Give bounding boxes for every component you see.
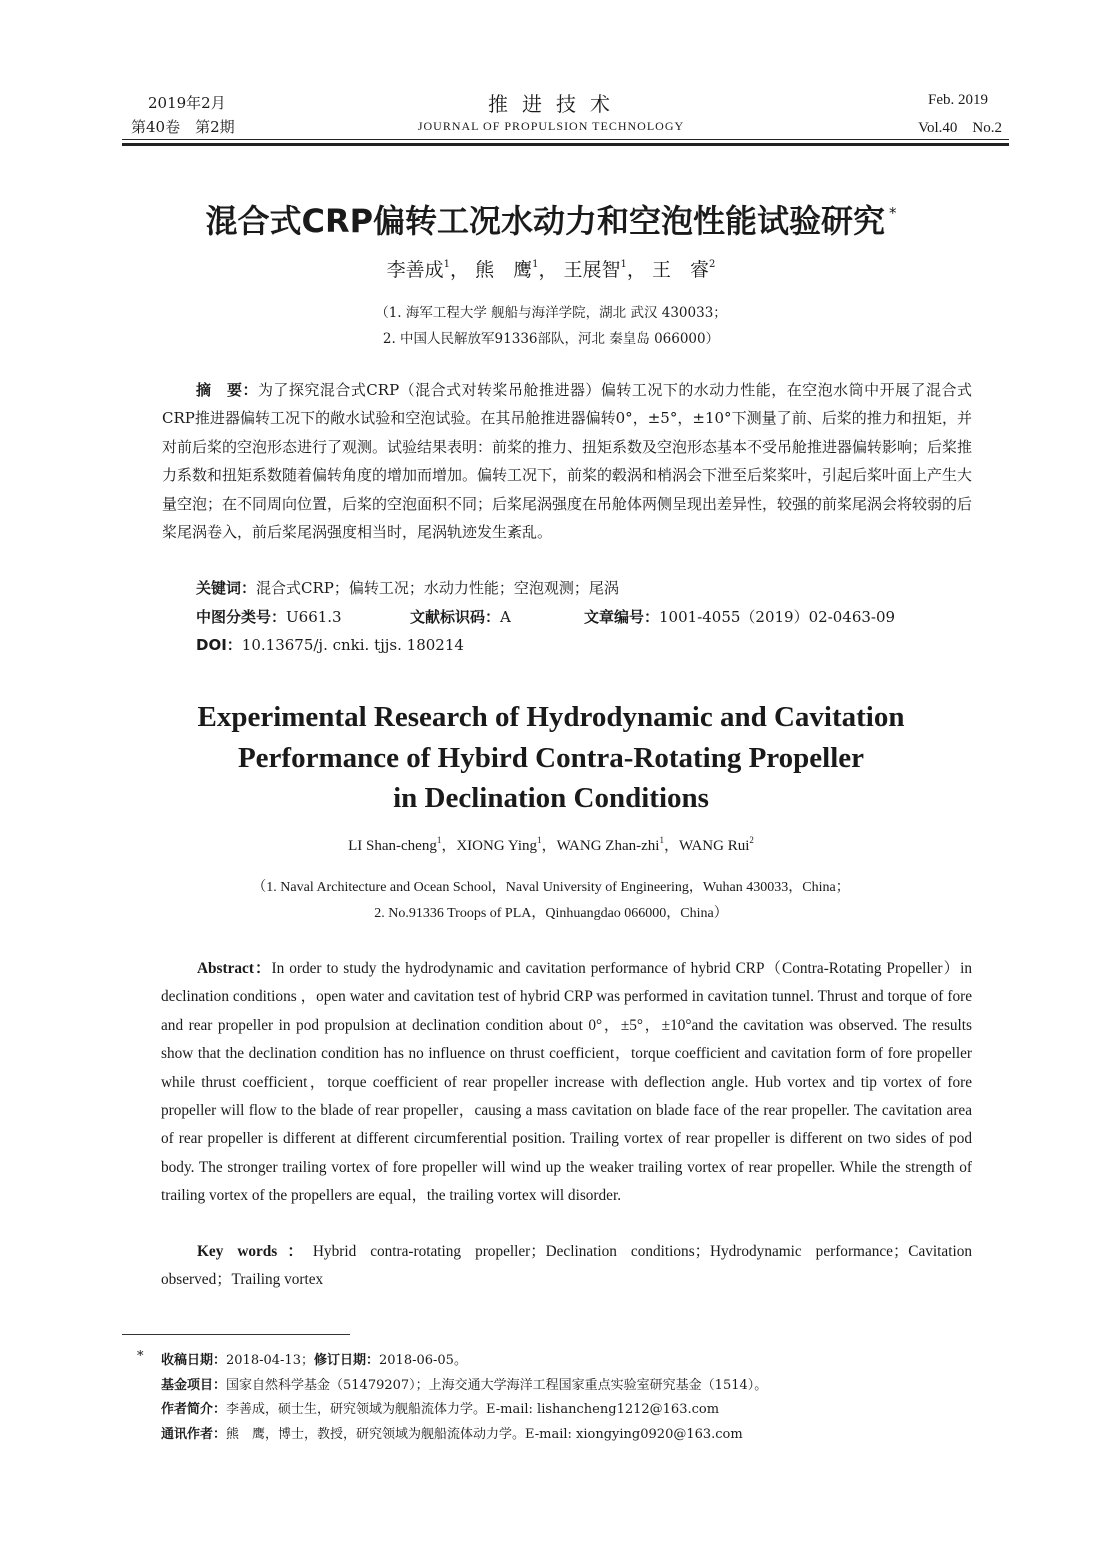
author-sep: ， <box>450 259 470 281</box>
classification-row <box>196 606 956 627</box>
journal-name-en: JOURNAL OF PROPULSION TECHNOLOGY <box>417 119 685 133</box>
title-footnote-mark: * <box>889 204 897 222</box>
corresponding-text: 熊 鹰，博士，教授，研究领域为舰船流体动力学。E-mail: xiongying0920@163.com <box>226 1427 743 1442</box>
article-no-value: 1001-4055（2019）02-0463-09 <box>659 608 896 626</box>
affiliation-cn-1: （1. 海军工程大学 舰船与海洋学院，湖北 武汉 430033； <box>375 305 727 321</box>
clc-value: U661.3 <box>286 608 342 626</box>
header-date-en: Feb. 2019 <box>928 92 988 108</box>
keywords-cn <box>196 577 619 598</box>
title-line-en: in Declination Conditions <box>393 782 709 814</box>
author-name: 熊 鹰 <box>475 259 533 281</box>
clc-label: 中图分类号： <box>196 608 287 626</box>
article-no-label: 文章编号： <box>584 608 660 626</box>
abstract-text-en: In order to study the hydrodynamic and cavitation performance of hybrid CRP（Contra-Rotating Propeller）in declination conditions ，open water and cavitation test of hybrid CRP was performed in cavitation tunnel. Thrust and torque of fore and rear propeller in pod propulsion at declination condition about 0°，±5°，±10°and the cavitation was observed. The results show that the declination condition has no influence on thrust coefficient，torque coefficient and cavitation form of fore propeller while thrust coefficient，torque coefficient of rear propeller increase with deflection angle. Hub vortex and tip vortex of fore propeller will flow to the blade of rear propeller，causing a mass cavitation on blade face of the rear propeller. The cavitation area of rear propeller is different at different circumferential position. Trailing vortex of rear propeller is different on two sides of pod body. The stronger trailing vortex of fore propeller will wind up the weaker trailing vortex of rear propeller. While the strength of trailing vortex of the propellers are equal，the trailing vortex will disorder. <box>161 960 972 1205</box>
author-sep: ， <box>541 838 557 854</box>
footnote-corresponding <box>161 1423 1021 1442</box>
author-name: 王展智 <box>563 259 621 281</box>
author-aff-mark: 1 <box>537 835 542 845</box>
author-aff-mark: 2 <box>709 259 716 270</box>
footnote-fund <box>161 1374 1021 1393</box>
doi-value: 10.13675/j. cnki. tjjs. 180214 <box>241 636 464 654</box>
author-aff-mark: 2 <box>749 835 754 845</box>
author-sep: ， <box>538 259 558 281</box>
header-date-cn: 2019年2月 <box>148 94 226 112</box>
doi-row <box>196 634 464 655</box>
header-volume-en: Vol.40 No.2 <box>918 120 1002 136</box>
author-aff-mark: 1 <box>436 835 442 845</box>
header-rule-thin <box>122 139 1009 140</box>
received-label: 收稿日期： <box>161 1353 227 1368</box>
keywords-text-en: Hybrid contra-rotating propeller；Declination conditions；Hydrodynamic performance；Cavitation observed；Trailing vortex <box>161 1243 972 1289</box>
author-aff-mark: 1 <box>443 259 451 270</box>
clc-item <box>196 606 410 627</box>
authors-en <box>0 834 1102 855</box>
abstract-cn <box>162 376 972 546</box>
author-name: WANG Rui <box>678 838 750 854</box>
revised-label: 修订日期： <box>313 1353 379 1368</box>
author-bio-text: 李善成，硕士生，研究领域为舰船流体力学。E-mail: lishancheng1212@163.com <box>226 1402 720 1417</box>
keywords-en <box>161 1238 972 1295</box>
doi-label: DOI： <box>196 636 242 654</box>
author-sep: ， <box>663 838 679 854</box>
paper-title-cn <box>0 196 1102 242</box>
author-aff-mark: 1 <box>620 259 627 270</box>
affiliation-cn-2: 2. 中国人民解放军91336部队，河北 秦皇岛 066000） <box>382 331 720 347</box>
header-rule-thick <box>122 143 1009 146</box>
title-text-cn: 混合式CRP偏转工况水动力和空泡性能试验研究 <box>205 202 886 240</box>
abstract-label-cn: 摘 要： <box>196 381 258 399</box>
keywords-text-cn: 混合式CRP；偏转工况；水动力性能；空泡观测；尾涡 <box>256 579 619 597</box>
author-name: LI Shan-cheng <box>348 838 437 854</box>
author-name: XIONG Ying <box>456 838 538 854</box>
title-line-en: Experimental Research of Hydrodynamic and Cavitation <box>197 701 905 733</box>
doc-code-item <box>410 606 584 627</box>
footnote-star: * <box>137 1349 144 1364</box>
title-line-en: Performance of Hybird Contra-Rotating Propeller <box>237 741 865 774</box>
keywords-label-en: Key words： <box>197 1243 313 1260</box>
header-volume-cn: 第40卷 第2期 <box>131 118 235 136</box>
affiliation-en-1: （1. Naval Architecture and Ocean School，Naval University of Engineering，Wuhan 430033，China； <box>252 880 850 895</box>
keywords-label-cn: 关键词： <box>196 579 257 597</box>
footnote-rule <box>122 1334 350 1335</box>
abstract-en <box>161 955 972 1211</box>
corresponding-label: 通讯作者： <box>161 1427 227 1442</box>
journal-name-cn: 推进技术 <box>488 92 624 116</box>
author-bio-label: 作者简介： <box>161 1402 227 1417</box>
abstract-text-cn: 为了探究混合式CRP（混合式对转桨吊舱推进器）偏转工况下的水动力性能，在空泡水筒中开展了混合式CRP推进器偏转工况下的敞水试验和空泡试验。在其吊舱推进器偏转0°，±5°，±10°下测量了前、后桨的推力和扭矩，并对前后桨的空泡形态进行了观测。试验结果表明：前桨的推力、扭矩系数及空泡形态基本不受吊舱推进器偏转影响；后桨推力系数和扭矩系数随着偏转角度的增加而增加。偏转工况下，前桨的毂涡和梢涡会下泄至后桨桨叶，引起后桨叶面上产生大量空泡；在不同周向位置，后桨的空泡面积不同；后桨尾涡强度在吊舱体两侧呈现出差异性，较强的前桨尾涡会将较弱的后桨尾涡卷入，前后桨尾涡强度相当时，尾涡轨迹发生紊乱。 <box>162 381 973 542</box>
author-name: 王 睿 <box>651 259 709 281</box>
doc-code-label: 文献标识码： <box>410 608 501 626</box>
revised-date: 2018-06-05。 <box>379 1353 467 1368</box>
author-sep: ， <box>441 838 457 854</box>
author-name: 李善成 <box>386 259 444 281</box>
author-aff-mark: 1 <box>532 259 539 270</box>
received-date: 2018-04-13； <box>226 1353 314 1368</box>
author-sep: ， <box>626 259 646 281</box>
author-name: WANG Zhan-zhi <box>556 838 660 854</box>
fund-text: 国家自然科学基金（51479207）；上海交通大学海洋工程国家重点实验室研究基金（1514）。 <box>226 1378 768 1393</box>
author-aff-mark: 1 <box>659 835 664 845</box>
footnote-dates <box>161 1349 1021 1368</box>
article-no-item <box>584 606 895 627</box>
abstract-label-en: Abstract： <box>197 960 272 977</box>
doc-code-value: A <box>500 608 511 626</box>
affiliation-en-2: 2. No.91336 Troops of PLA，Qinhuangdao 066000，China） <box>374 906 728 921</box>
authors-cn <box>0 255 1102 282</box>
fund-label: 基金项目： <box>161 1378 227 1393</box>
paper-title-en <box>0 697 1102 819</box>
footnote-author <box>161 1398 1021 1417</box>
